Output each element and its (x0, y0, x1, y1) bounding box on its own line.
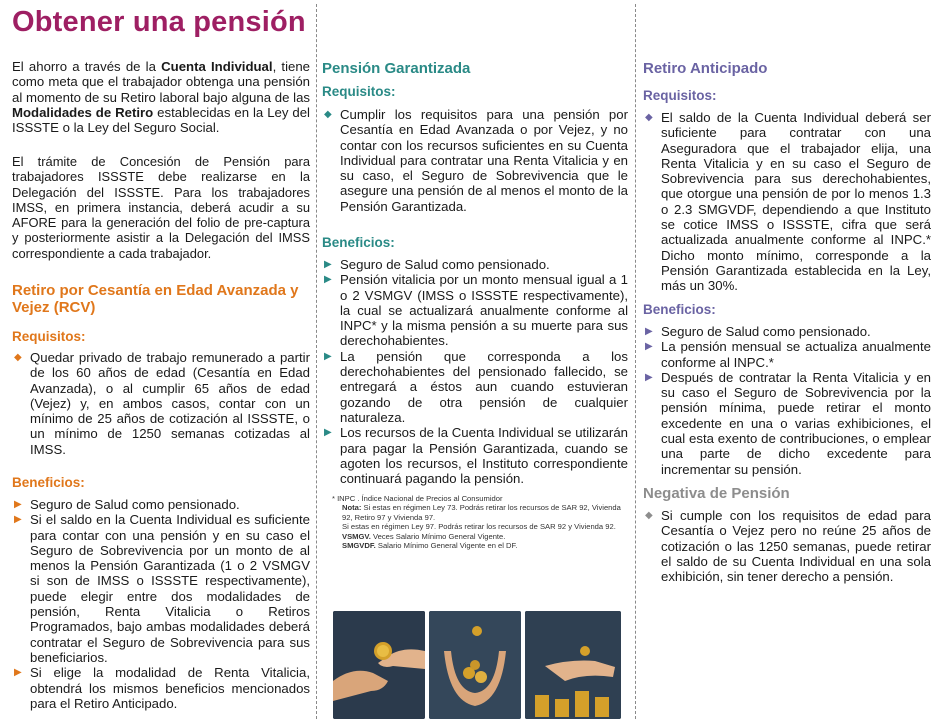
ra-requisitos-list (643, 110, 931, 294)
triangle-bullet-icon: ▶ (14, 667, 22, 679)
footnote-nota: Nota: Si estas en régimen Ley 73. Podrás retirar los recursos de SAR 92, Vivienda 92, Retiro 97 y Vivienda 97. (342, 503, 621, 522)
list-item: ▶ Seguro de Salud como pensionado. (14, 497, 240, 512)
list-item: ▶ Pensión vitalicia por un monto mensual igual a 1 o 2 VSMGV (IMSS o ISSSTE respectivamente), la cual se actualizará anualmente conforme al INPC* y la misma pensión a su muerte para sus derechohabientes. (324, 272, 628, 349)
list-item: ▶ Después de contratar la Renta Vitalicia y en su caso el Seguro de Sobrevivencia por la pensión mínima, puede retirar el monto excedente en una o varias exhibiciones, el cual esta exento de contribuciones, o emplear una parte de dicho excedente para incrementar su pensión. (645, 369, 931, 477)
list-item: ◆ El saldo de la Cuenta Individual deberá ser suficiente para contratar con una Aseguradora que el trabajador elija, una Renta Vitalicia y en su caso el Seguro de Sobrevivencia para sus derechohabientes, que otorgue una pensión de por lo menos 1.3 o 2.3 SMGVDF, dependiendo a que Instituto se cotice IMSS o ISSSTE, cifra que será actualizada anualmente conforme al INPC.* Dicho monto mínimo, corresponde a la Pensión Garantizada establecida en la Ley, más un 30%. (645, 110, 931, 294)
pg-requisitos-list (322, 107, 628, 214)
intro-paragraph-1 (12, 59, 310, 135)
triangle-bullet-icon: ▶ (14, 499, 22, 510)
list-item: ▶ Si elige la modalidad de Renta Vitalicia, obtendrá los mismos beneficios mencionados para el Retiro Anticipado. (14, 665, 310, 711)
footnote-vsmgv: VSMGV. Veces Salario Mínimo General Vigente. (342, 531, 506, 541)
intro-paragraph-2: El trámite de Concesión de Pensión para trabajadores ISSSTE debe realizarse en la Delegación del ISSSTE. Para los trabajadores IMSS, en primera instancia, deberá acudir a su AFORE para la generación del folio de pre-captura y posteriormente asistir a la Delegación del IMSS correspondiente a cada trabajador. (12, 154, 310, 261)
pg-beneficios-label: Beneficios: (322, 235, 395, 250)
triangle-bullet-icon: ▶ (14, 514, 22, 526)
intro-text-1: El ahorro a través de la Cuenta Individual, tiene como meta que el trabajador obtenga una pensión al momento de su Retiro laboral bajo alguna de las Modalidades de Retiro establecidas en la Ley del ISSSTE o la Ley del Seguro Social. (12, 59, 311, 136)
rcv-requisitos-list (12, 350, 310, 457)
triangle-bullet-icon: ▶ (324, 259, 332, 270)
pg-requisitos-label: Requisitos: (322, 84, 396, 99)
pension-garantizada-title: Pensión Garantizada (322, 60, 471, 77)
page-title: Obtener una pensión (12, 6, 306, 38)
diamond-bullet-icon: ◆ (645, 112, 653, 123)
rcv-requisitos-label: Requisitos: (12, 329, 86, 344)
triangle-bullet-icon: ▶ (645, 371, 653, 383)
pg-beneficios-list (322, 257, 628, 486)
column-divider-2 (635, 4, 636, 719)
list-item: ◆ Quedar privado de trabajo remunerado a partir de los 60 años de edad (Cesantía en Edad Avanzada), o al cumplir 65 años de edad (Vejez) y, en ambos casos, contar con un mínimo de 25 años de cotización al ISSSTE, o un mínimo de 1250 semanas cotizadas al IMSS. (14, 350, 310, 457)
list-item: ▶ La pensión mensual se actualiza anualmente conforme al INPC.* (645, 339, 931, 370)
rcv-section-title: Retiro por Cesantía en Edad Avanzada y Vejez (RCV) (12, 282, 299, 316)
diamond-bullet-icon: ◆ (14, 352, 22, 363)
list-item: ▶ Los recursos de la Cuenta Individual se utilizarán para pagar la Pensión Garantizada, cuando se agoten los recursos, el Instituto correspondiente continuará pagando la pensión. (324, 425, 628, 487)
triangle-bullet-icon: ▶ (645, 326, 653, 337)
footnote-inpc: * INPC . Índice Nacional de Precios al Consumidor (332, 494, 503, 503)
negativa-pension-title: Negativa de Pensión (643, 485, 790, 502)
ra-beneficios-label: Beneficios: (643, 302, 716, 317)
footnotes (332, 494, 622, 550)
rcv-beneficios-label: Beneficios: (12, 475, 85, 490)
list-item: ▶ La pensión que corresponda a los derechohabientes del pensionado fallecido, se entregará a éstos aun cuando estuvieran gozando de otra pensión de cualquier naturaleza. (324, 348, 628, 425)
retiro-anticipado-title: Retiro Anticipado (643, 60, 768, 77)
list-item: ◆ Si cumple con los requisitos de edad para Cesantía o Vejez pero no reúne 25 años de cotización o las 1250 semanas, puede retirar el saldo de su Cuenta Individual en una sola exhibición, sin tener derecho a pensión. (645, 508, 931, 585)
negativa-list (643, 508, 931, 584)
diamond-bullet-icon: ◆ (645, 510, 653, 521)
triangle-bullet-icon: ▶ (645, 341, 653, 353)
list-item: ▶ Seguro de Salud como pensionado. (324, 257, 550, 272)
triangle-bullet-icon: ▶ (324, 274, 332, 286)
diamond-bullet-icon: ◆ (324, 109, 332, 120)
footnote-ley97: Si estas en régimen Ley 97. Podrás retirar los recursos de SAR 92 y Vivienda 92. (342, 522, 616, 532)
triangle-bullet-icon: ▶ (324, 427, 332, 439)
triangle-bullet-icon: ▶ (324, 350, 332, 362)
footnote-smgvdf: SMGVDF. Salario Mínimo General Vigente en el DF. (342, 541, 518, 551)
ra-beneficios-list (643, 324, 931, 477)
rcv-beneficios-list (12, 497, 310, 711)
list-item: ◆ Cumplir los requisitos para una pensión por Cesantía en Edad Avanzada o por Vejez, y no contar con los recursos suficientes en su Cuenta Individual para contratar una Renta Vitalicia y en su caso, el Seguro de Sobrevivencia que le asegure una pensión de al menos el monto de la Pensión Garantizada. (324, 107, 628, 214)
cupped-hands-coins-photo (429, 611, 521, 719)
column-divider-1 (316, 4, 317, 719)
list-item: ▶ Si el saldo en la Cuenta Individual es suficiente para contar con una pensión y en su caso el Seguro de Sobrevivencia por un monto de al menos la Pensión Garantizada (1 o 2 VSMGV si son de IMSS o ISSSTE respectivamente), puede elegir entre dos modalidades de pensión, Renta Vitalicia o Retiros Programados, bajo ambas modalidades deberá contratar el Seguro de Sobrevivencia para sus beneficiarios. (14, 512, 310, 665)
hand-coin-stacks-photo (525, 611, 621, 719)
ra-requisitos-label: Requisitos: (643, 88, 717, 103)
list-item: ▶ Seguro de Salud como pensionado. (645, 324, 871, 339)
hands-coins-photo (333, 611, 425, 719)
